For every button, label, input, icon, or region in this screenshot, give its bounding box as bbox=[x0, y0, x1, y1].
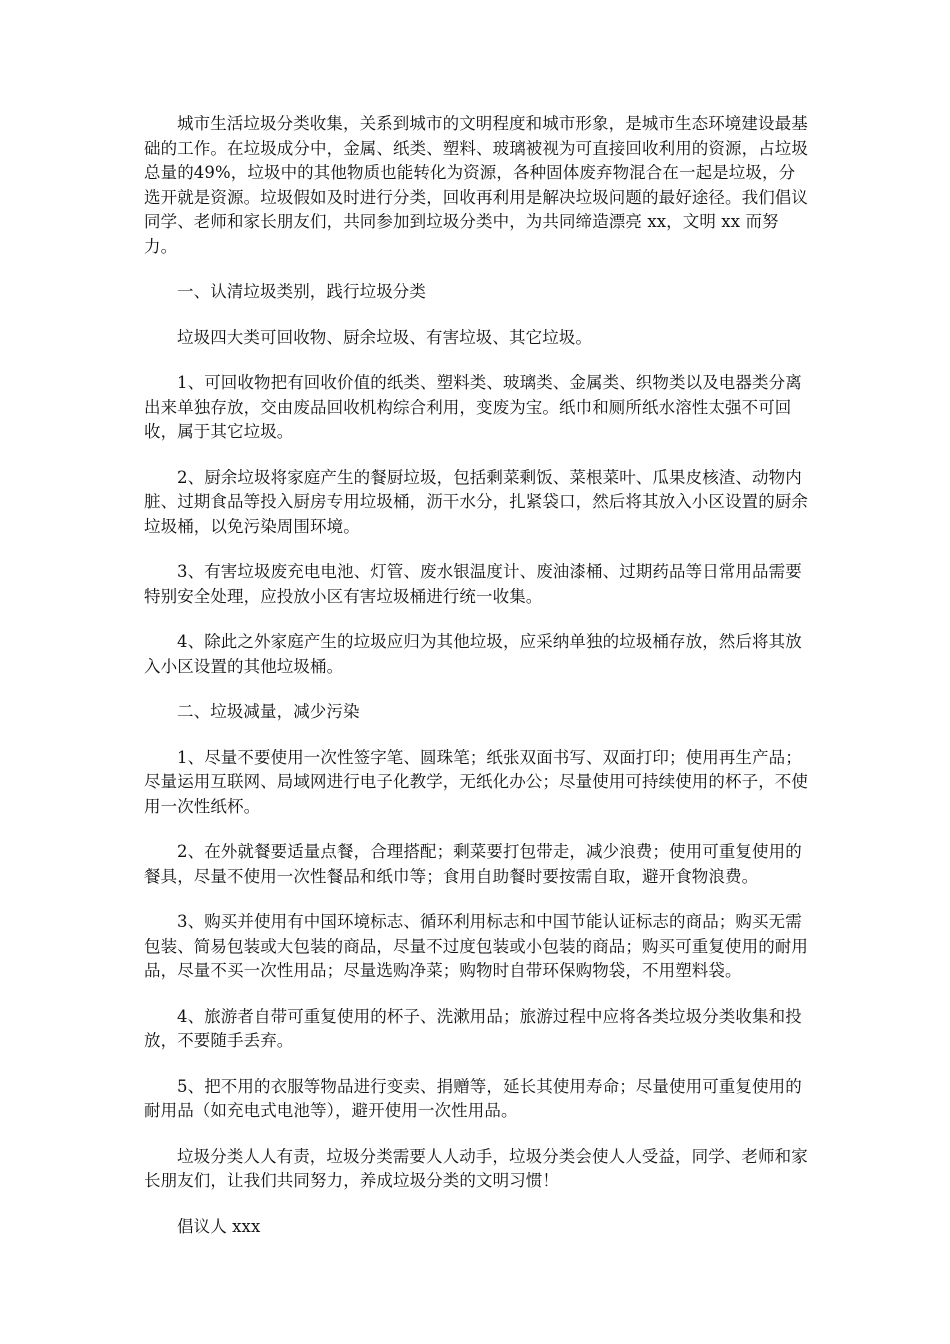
categories-paragraph: 垃圾四大类可回收物、厨余垃圾、有害垃圾、其它垃圾。 bbox=[177, 327, 592, 347]
reduction-item-3: 3、购买并使用有中国环境标志、循环利用标志和中国节能认证标志的商品；购买无需包装、简易包装或大包装的商品，尽量不过度包装或小包装的商品；购买可重复使用的耐用品，尽量不买一次性用品；尽量选购净菜；购物时自带环保购物袋，不用塑料袋。 bbox=[144, 912, 808, 980]
reduction-item-1: 1、尽量不要使用一次性签字笔、圆珠笔；纸张双面书写、双面打印；使用再生产品；尽量运用互联网、局域网进行电子化教学，无纸化办公；尽量使用可持续使用的杯子，不使用一次性纸杯。 bbox=[144, 747, 808, 816]
item-hazardous-waste: 3、有害垃圾废充电电池、灯管、废水银温度计、废油漆桶、过期药品等日常用品需要特别安全处理，应投放小区有害垃圾桶进行统一收集。 bbox=[144, 562, 802, 606]
item-recyclables: 1、可回收物把有回收价值的纸类、塑料类、玻璃类、金属类、织物类以及电器类分离出来单独存放，交由废品回收机构综合利用，变废为宝。纸巾和厕所纸水溶性太强不可回收，属于其它垃圾。 bbox=[144, 373, 802, 441]
intro-paragraph: 城市生活垃圾分类收集，关系到城市的文明程度和城市形象，是城市生态环境建设最基础的工作。在垃圾成分中，金属、纸类、塑料、玻璃被视为可直接回收利用的资源，占垃圾总量的49%，垃圾中的其他物质也能转化为资源，各种固体废弃物混合在一起是垃圾，分选开就是资源。垃圾假如及时进行分类，回收再利用是解决垃圾问题的最好途径。我们倡议同学、老师和家长朋友们，共同参加到垃圾分类中，为共同缔造漂亮 xx，文明 xx 而努力。 bbox=[144, 114, 808, 256]
reduction-item-5: 5、把不用的衣服等物品进行变卖、捐赠等，延长其使用寿命；尽量使用可重复使用的耐用品（如充电式电池等），避开使用一次性用品。 bbox=[144, 1076, 802, 1120]
reduction-item-4: 4、旅游者自带可重复使用的杯子、洗漱用品；旅游过程中应将各类垃圾分类收集和投放，不要随手丢弃。 bbox=[144, 1006, 802, 1050]
section-heading-1: 一、认清垃圾类别，践行垃圾分类 bbox=[177, 282, 426, 301]
signature-line: 倡议人 xxx bbox=[177, 1216, 261, 1236]
reduction-item-2: 2、在外就餐要适量点餐，合理搭配；剩菜要打包带走，减少浪费；使用可重复使用的餐具，尽量不使用一次性餐品和纸巾等；食用自助餐时要按需自取，避开食物浪费。 bbox=[144, 842, 802, 886]
section-heading-2: 二、垃圾减量，减少污染 bbox=[177, 702, 360, 721]
closing-paragraph: 垃圾分类人人有责，垃圾分类需要人人动手，垃圾分类会使人人受益，同学、老师和家长朋友们，让我们共同努力，养成垃圾分类的文明习惯！ bbox=[144, 1146, 808, 1190]
item-other-waste: 4、除此之外家庭产生的垃圾应归为其他垃圾，应采纳单独的垃圾桶存放，然后将其放入小区设置的其他垃圾桶。 bbox=[144, 632, 802, 676]
item-kitchen-waste: 2、厨余垃圾将家庭产生的餐厨垃圾，包括剩菜剩饭、菜根菜叶、瓜果皮核渣、动物内脏、过期食品等投入厨房专用垃圾桶，沥干水分，扎紧袋口，然后将其放入小区设置的厨余垃圾桶，以免污染周围环境。 bbox=[144, 467, 808, 536]
